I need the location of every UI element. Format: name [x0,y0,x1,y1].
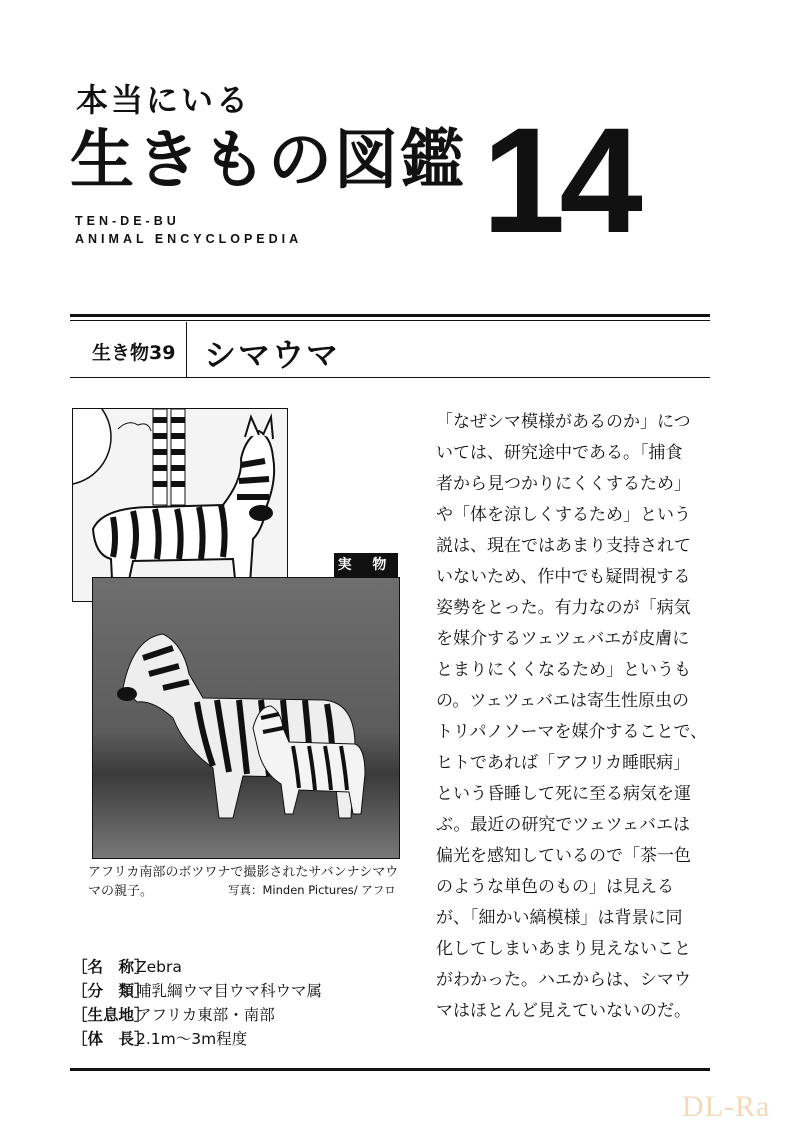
top-rule [70,314,710,317]
bottom-rule [70,1068,710,1071]
article-body [436,407,722,1027]
body-line: が、「細かい縞模様」は背景に同 [436,908,683,928]
volume-number: 14 [482,96,637,264]
body-line: 偏光を感知しているので「茶一色 [436,846,691,866]
body-line: がわかった。ハエからは、シマウ [436,970,691,990]
entry-number-label: 生き物39 [92,342,176,364]
body-line: 化してしまいあまり見えないこと [436,939,691,959]
zebra-drawing [73,409,287,601]
spec-row-classification [72,979,322,1001]
body-line: いては、研究途中である。「捕食 [436,443,683,463]
spec-value: 哺乳綱ウマ目ウマ科ウマ属 [136,982,323,1000]
page-title: 生きもの図鑑 [70,123,466,198]
body-line: の。ツェツェバエは寄生性原虫の [436,691,689,711]
spec-key: ［分 類］ [72,982,150,1000]
body-line: 姿勢をとった。有力なのが「病気 [436,598,691,618]
entry-divider [186,322,187,378]
photo-credit: 写真：Minden Pictures/ アフロ [228,883,396,897]
spec-row-habitat [72,1003,275,1025]
spec-value: 2.1m〜3m程度 [136,1030,248,1048]
body-line: 説は、現在ではあまり支持されて [436,536,691,556]
body-line: トリパノソーマを媒介することで、 [436,722,708,742]
entry-title: シマウマ [204,336,341,374]
photo-badge: 実 物 [334,553,398,577]
subtitle: 本当にいる [76,81,252,119]
body-line: ぶ。最近の研究でツェツェバエは [436,815,690,835]
heading-bottom-rule [70,377,710,378]
body-line: いないため、作中でも疑問視する [436,567,691,587]
english-subtitle-line2: ANIMAL ENCYCLOPEDIA [75,232,303,246]
body-line: マはほとんど見えていないのだ。 [436,1001,691,1021]
body-line: を媒介するツェツェバエが皮膚に [436,629,690,649]
body-line: とまりにくくなるため」というも [436,660,691,680]
body-line: 者から見つかりにくくするため」 [436,474,691,494]
manga-illustration [72,408,288,602]
spec-key: ［体 長］ [72,1030,150,1048]
spec-key: ［生息地］ [72,1006,150,1024]
spec-row-body-length [72,1027,247,1049]
spec-value: アフリカ東部・南部 [136,1006,275,1024]
watermark: DL-Ra [682,1090,771,1123]
english-subtitle-line1: TEN-DE-BU [75,214,180,228]
body-line: や「体を涼しくするため」という [436,505,691,525]
photo-caption: アフリカ南部のボツワナで撮影されたサバンナシマウマの親子。 [88,865,399,899]
body-line: という昏睡して死に至る病気を運 [436,784,691,804]
body-line: 「なぜシマ模様があるのか」につ [436,412,691,432]
spec-key: ［名 称］ [72,958,150,976]
top-rule-inner [70,320,710,321]
body-line: ヒトであれば「アフリカ睡眠病」 [436,753,691,773]
body-line: のような単色のもの」は見える [436,877,674,897]
zebra-photo-image [93,578,399,858]
spec-row-name [72,955,182,977]
spec-value: Zebra [136,958,182,976]
zebra-photo [92,577,400,859]
